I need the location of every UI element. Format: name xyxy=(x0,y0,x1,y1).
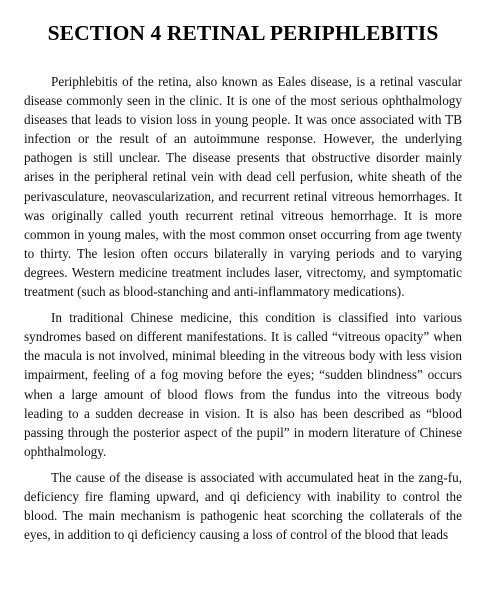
section-title: SECTION 4 RETINAL PERIPHLEBITIS xyxy=(47,21,439,45)
paragraph-intro: Periphlebitis of the retina, also known as Eales disease, is a retinal vascular disease commonly seen in the clinic. It is one of the most serious ophthalmology diseases that leads to vision loss in young people. It was once associated with TB infection or the result of an autoimmune response. However, the underlying pathogen is still unclear. The disease presents that obstructive disorder mainly arises in the peripheral retinal vein with dead cell perfusion, white sheath of the perivasculature, neovascularization, and recurrent retinal vitreous hemorrhages. It was originally called youth recurrent retinal vitreous hemorrhage. It is more common in young males, with the most common onset occurring from age twenty to thirty. The lesion often occurs bilaterally in varying periods and to varying degrees. Western medicine treatment includes laser, vitrectomy, and symptomatic treatment (such as blood-stanching and anti-inflammatory medications). xyxy=(24,74,462,300)
body-text xyxy=(24,72,462,544)
paragraph-tcm-classification: In traditional Chinese medicine, this condition is classified into various syndromes based on different manifestations. It is called “vitreous opacity” when the macula is not involved, minimal bleeding in the vitreous body with less vision impairment, feeling of a fog moving before the eyes; “sudden blindness” occurs when a large amount of blood flows from the fundus into the vitreous body leading to a sudden decrease in vision. It is also has been described as “blood passing through the posterior aspect of the pupil” in modern literature of Chinese ophthalmology. xyxy=(24,310,462,459)
paragraph-etiology: The cause of the disease is associated with accumulated heat in the zang-fu, deficiency fire flaming upward, and qi deficiency with inability to control the blood. The main mechanism is pathogenic heat scorching the collaterals of the eyes, in addition to qi deficiency causing a loss of control of the blood that leads xyxy=(24,469,462,543)
